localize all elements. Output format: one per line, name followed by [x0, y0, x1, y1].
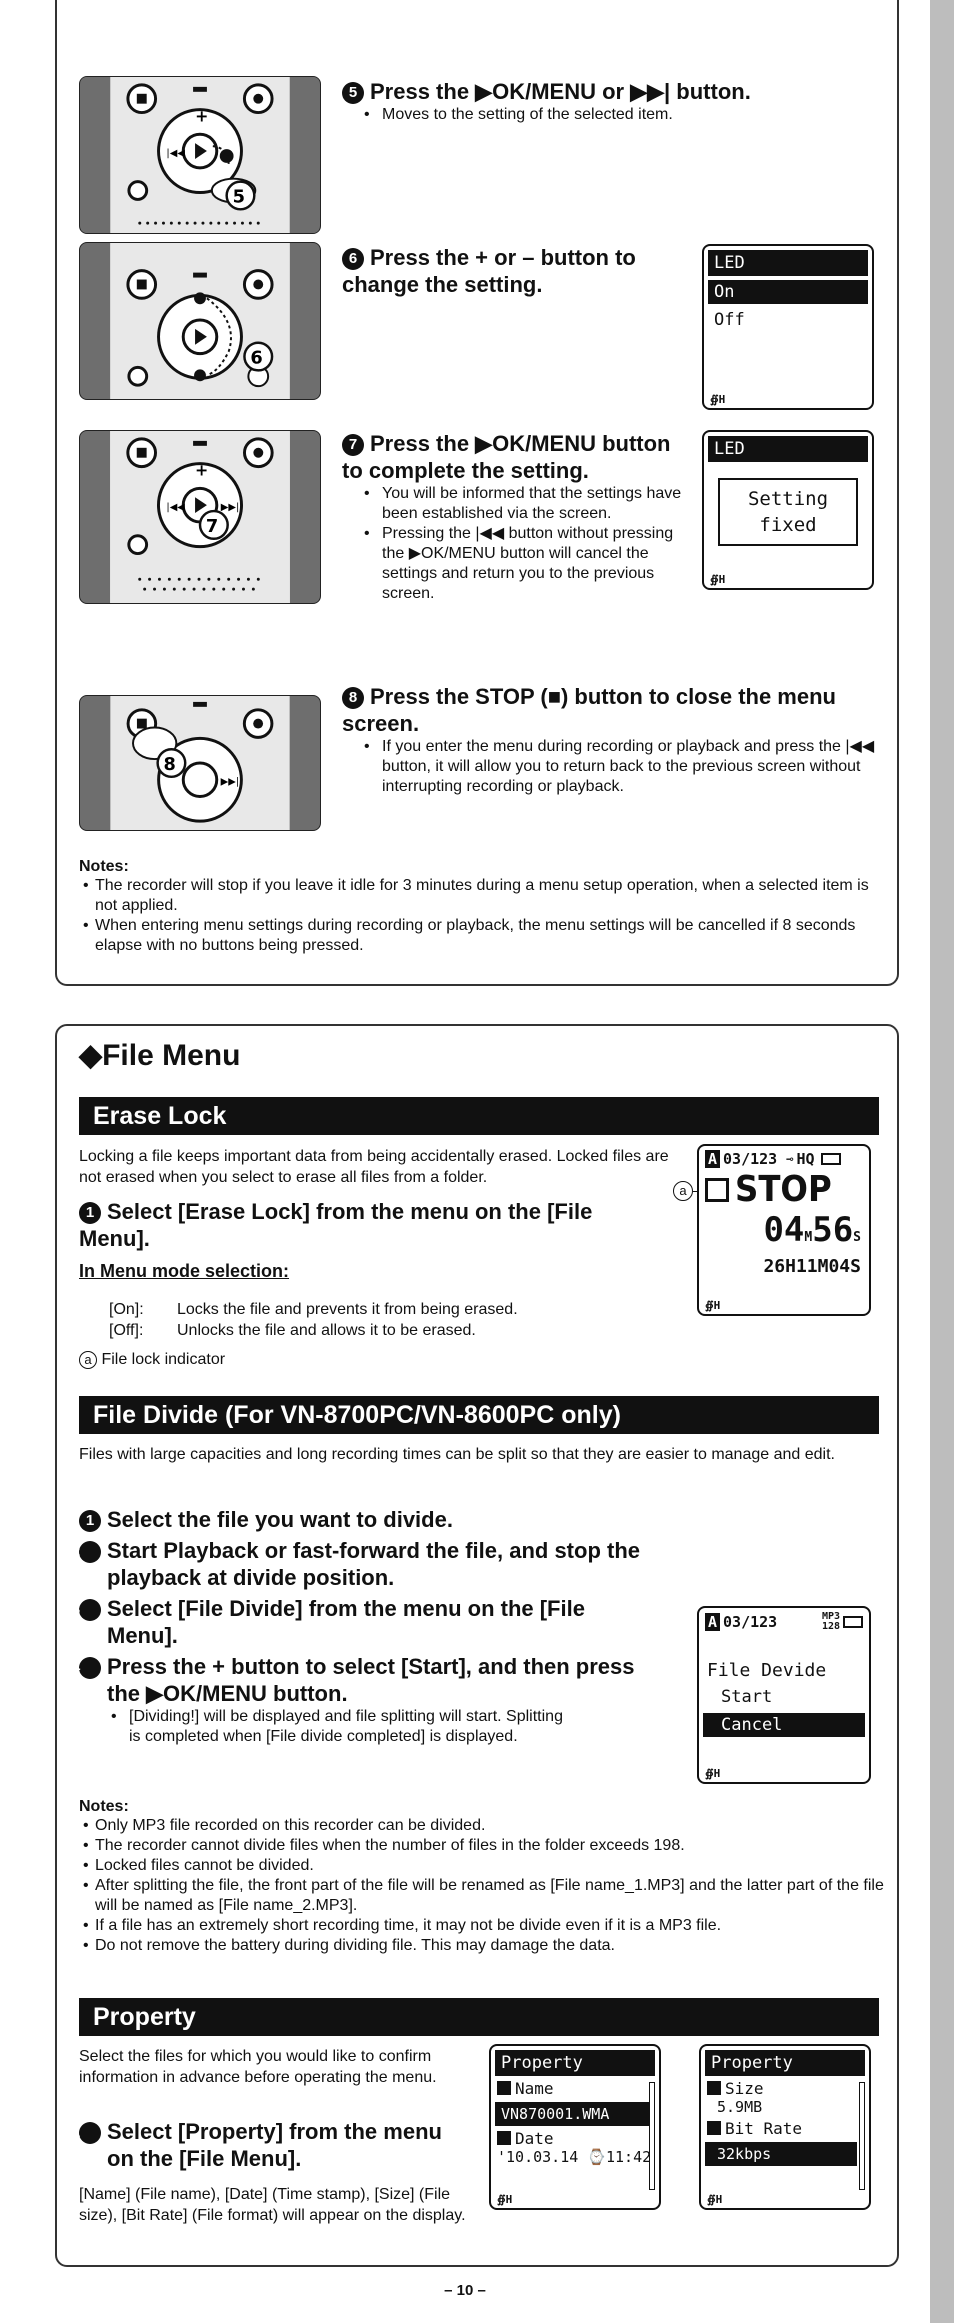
erase-lock-intro: Locking a file keeps important data from being accidentally erased. Locked files are not erased when you select to erase all files from a folder.: [79, 1148, 669, 1186]
device-illustration-step7: [79, 430, 321, 604]
lcd-label-2: Date: [515, 2129, 554, 2148]
battery-icon: [821, 1153, 841, 1165]
lcd-stop-screen: [697, 1144, 871, 1316]
callout-text: File lock indicator: [101, 1351, 226, 1368]
lcd-value-2: '10.03.14 ⌚11:42: [497, 2148, 652, 2166]
note-item: • Only MP3 file recorded on this recorder can be divided.: [79, 1816, 884, 1836]
option-desc-on: Locks the file and prevents it from being erased.: [177, 1301, 518, 1318]
step-7-title: Press the ▶OK/MENU button to complete the setting.: [342, 431, 671, 483]
note-item: • When entering menu settings during recording or playback, the menu settings will be cancelled if 8 seconds elapse with no buttons being pressed.: [79, 916, 884, 956]
status-text: STOP: [735, 1169, 832, 1210]
format-badge: [822, 1612, 840, 1632]
step-number: 3: [79, 1599, 101, 1621]
svg-text:|◀◀: |◀◀: [166, 147, 185, 159]
lcd-property-name: [489, 2044, 661, 2210]
square-marker-icon: [497, 2131, 511, 2145]
step-title: Start Playback or fast-forward the file, and stop the playback at divide position.: [107, 1538, 640, 1590]
lcd-option-cancel: Cancel: [703, 1713, 865, 1737]
time-s-unit: S: [853, 1230, 861, 1245]
file-menu-title: ◆File Menu: [79, 1039, 241, 1072]
svg-text:+: +: [195, 460, 209, 480]
property-step-1: [71, 2118, 459, 2172]
lcd-led-select: [702, 244, 874, 410]
lcd-label-row: [701, 2076, 869, 2098]
svg-text:▶▶|: ▶▶|: [220, 502, 240, 514]
battery-hold-icon: ∯H: [707, 2193, 723, 2206]
step-6: [342, 244, 682, 298]
device-illustration-step5: [79, 76, 321, 234]
step-title: Select [Property] from the menu on the [File Menu].: [107, 2119, 442, 2171]
option-key-off: [Off]:: [109, 1322, 144, 1339]
lcd-value-1: 5.9MB: [717, 2098, 763, 2116]
lcd-callout-a: a: [673, 1181, 693, 1201]
step-4-bullet: • [Dividing!] will be displayed and file splitting will start. Splitting is completed when [File divide completed] is displayed.: [107, 1707, 567, 1747]
lcd-label-1: Size: [725, 2079, 764, 2098]
lcd-label-1: Name: [515, 2079, 554, 2098]
lcd-file-divide: [697, 1606, 871, 1784]
battery-hold-icon: ∯H: [710, 393, 726, 406]
step-7-bullet-2: • Pressing the |◀◀ button without pressing the ▶OK/MENU button will cancel the settings and return you to the previous screen.: [360, 524, 687, 604]
step-5-title: Press the ▶OK/MENU or ▶▶| button.: [370, 79, 751, 104]
section-heading-file-divide: File Divide (For VN-8700PC/VN-8600PC only): [79, 1396, 879, 1434]
lcd-time-row: [699, 1212, 869, 1256]
remaining-time: 26H11M04S: [763, 1256, 861, 1277]
page-number: – 10 –: [444, 2282, 486, 2299]
square-marker-icon: [497, 2081, 511, 2095]
section-heading-property: Property: [79, 1998, 879, 2036]
battery-hold-icon: ∯H: [497, 2193, 513, 2206]
lcd-title: LED: [708, 436, 868, 462]
file-counter: 03/123: [723, 1150, 778, 1168]
time-seconds: 56: [812, 1210, 854, 1250]
lcd-label-2: Bit Rate: [725, 2119, 803, 2138]
lcd-label-row: [491, 2126, 659, 2148]
step-title: Press the + button to select [Start], and then press the ▶OK/MENU button.: [107, 1654, 635, 1706]
step-6-number: 6: [342, 248, 364, 270]
svg-text:|◀◀: |◀◀: [166, 502, 185, 514]
lcd-value-2: 32kbps: [705, 2142, 857, 2166]
lcd-option-start: Start: [721, 1687, 773, 1707]
property-intro: Select the files for which you would like to confirm information in advance before operating the menu.: [79, 2048, 437, 2086]
step-number: 1: [79, 2122, 101, 2144]
lcd-option-off: Off: [714, 310, 745, 330]
folder-icon: A: [705, 1613, 720, 1631]
note-item: • After splitting the file, the front part of the file will be renamed as [File name_1.MP3] and the latter part of the file will be named as [File name_2.MP3].: [79, 1876, 884, 1916]
callout-letter: a: [79, 1351, 97, 1369]
battery-hold-icon: ∯H: [710, 573, 726, 586]
step-8-number: 8: [342, 687, 364, 709]
step-6-title: Press the + or – button to change the setting.: [342, 245, 636, 297]
lcd-label-row: [701, 2116, 869, 2138]
lcd-property-size: [699, 2044, 871, 2210]
lcd-status-row: [699, 1608, 869, 1632]
lcd-led-fixed: [702, 430, 874, 590]
step-7-number: 7: [342, 434, 364, 456]
step-5-number: 5: [342, 82, 364, 104]
lcd-stop-row: [699, 1168, 869, 1212]
callout-6: 6: [250, 348, 263, 369]
option-desc-off: Unlocks the file and allows it to be erased.: [177, 1322, 476, 1339]
note-item: • The recorder will stop if you leave it idle for 3 minutes during a menu setup operation, when a selected item is not applied.: [79, 876, 884, 916]
lcd-title: LED: [708, 250, 868, 276]
lcd-value-1: VN870001.WMA: [495, 2102, 649, 2126]
device-illustration-step6: [79, 242, 321, 400]
lock-icon: ⊸: [786, 1152, 794, 1166]
file-counter: 03/123: [723, 1613, 778, 1631]
note-item: • Do not remove the battery during dividing file. This may damage the data.: [79, 1936, 884, 1956]
folder-icon: A: [705, 1150, 720, 1168]
step-title: Select [File Divide] from the menu on the [File Menu].: [107, 1596, 585, 1648]
notes-heading: Notes:: [79, 858, 129, 875]
time-minutes: 04: [763, 1210, 805, 1250]
scrollbar: [649, 2082, 655, 2190]
step-8-bullet: • If you enter the menu during recording or playback and press the |◀◀ button, it will allow you to return back to the previous screen without interrupting recording or playback.: [360, 737, 882, 797]
lcd-message-line2: fixed: [759, 514, 817, 536]
stop-icon: [705, 1178, 729, 1202]
step-5: [342, 78, 862, 125]
svg-text:▶▶|: ▶▶|: [220, 776, 240, 788]
rec-mode: HQ: [796, 1150, 815, 1168]
option-key-on: [On]:: [109, 1301, 144, 1318]
step-7-bullet-1: • You will be informed that the settings have been established via the screen.: [360, 484, 687, 524]
lcd-message-line1: Setting: [747, 488, 829, 510]
callout-8: 8: [163, 754, 176, 775]
step-title: Select the file you want to divide.: [107, 1507, 453, 1532]
lcd-status-row: [699, 1146, 869, 1168]
menu-mode-subheading: In Menu mode selection:: [79, 1261, 290, 1281]
file-divide-notes: [79, 1798, 884, 1956]
scrollbar: [859, 2082, 865, 2190]
file-lock-callout-legend: [79, 1349, 225, 1370]
erase-lock-options: [109, 1299, 669, 1341]
note-item: • If a file has an extremely short recording time, it may not be divide even if it is a MP3 file.: [79, 1916, 884, 1936]
section-heading-erase-lock: Erase Lock: [79, 1097, 879, 1135]
notes-heading: Notes:: [79, 1798, 129, 1815]
file-divide-intro: Files with large capacities and long recording times can be split so that they are easier to manage and edit.: [79, 1446, 835, 1463]
step-number: 2: [79, 1541, 101, 1563]
step-number: 4: [79, 1657, 101, 1679]
lcd-option-on: On: [708, 280, 868, 304]
step-title: Select [Erase Lock] from the menu on the [File Menu].: [79, 1199, 593, 1251]
step-5-bullet: • Moves to the setting of the selected item.: [360, 105, 862, 125]
square-marker-icon: [707, 2081, 721, 2095]
erase-lock-step-1: [79, 1198, 599, 1252]
step-8: [342, 683, 882, 797]
step-number: 1: [79, 1510, 101, 1532]
svg-text:+: +: [195, 106, 209, 126]
lcd-label-row: [491, 2076, 659, 2098]
battery-hold-icon: ∯H: [705, 1767, 721, 1780]
menu-steps-card: [55, 0, 899, 986]
lcd-message-box: [718, 478, 858, 546]
property-desc: [Name] (File name), [Date] (Time stamp), [Size] (File size), [Bit Rate] (File format) will appear on the display.: [79, 2186, 466, 2224]
battery-icon: [843, 1616, 863, 1628]
rate-text: 128: [821, 1621, 840, 1632]
step-7: [342, 430, 687, 604]
lcd-label: File Devide: [707, 1660, 827, 1681]
step-8-title: Press the STOP (■) button to close the menu screen.: [342, 684, 836, 736]
file-menu-card: [55, 1024, 899, 2267]
lcd-title: Property: [495, 2050, 655, 2076]
file-divide-steps: [71, 1506, 659, 1747]
note-item: • The recorder cannot divide files when the number of files in the folder exceeds 198.: [79, 1836, 884, 1856]
callout-5: 5: [232, 187, 245, 208]
battery-hold-icon: ∯H: [705, 1299, 721, 1312]
format-text: MP3: [821, 1611, 840, 1622]
notes-top: [79, 858, 884, 956]
step-number: 1: [79, 1202, 101, 1224]
note-item: • Locked files cannot be divided.: [79, 1856, 884, 1876]
device-illustration-step8: [79, 695, 321, 831]
time-m-unit: M: [804, 1230, 813, 1245]
callout-7: 7: [205, 515, 219, 537]
square-marker-icon: [707, 2121, 721, 2135]
lcd-title: Property: [705, 2050, 865, 2076]
